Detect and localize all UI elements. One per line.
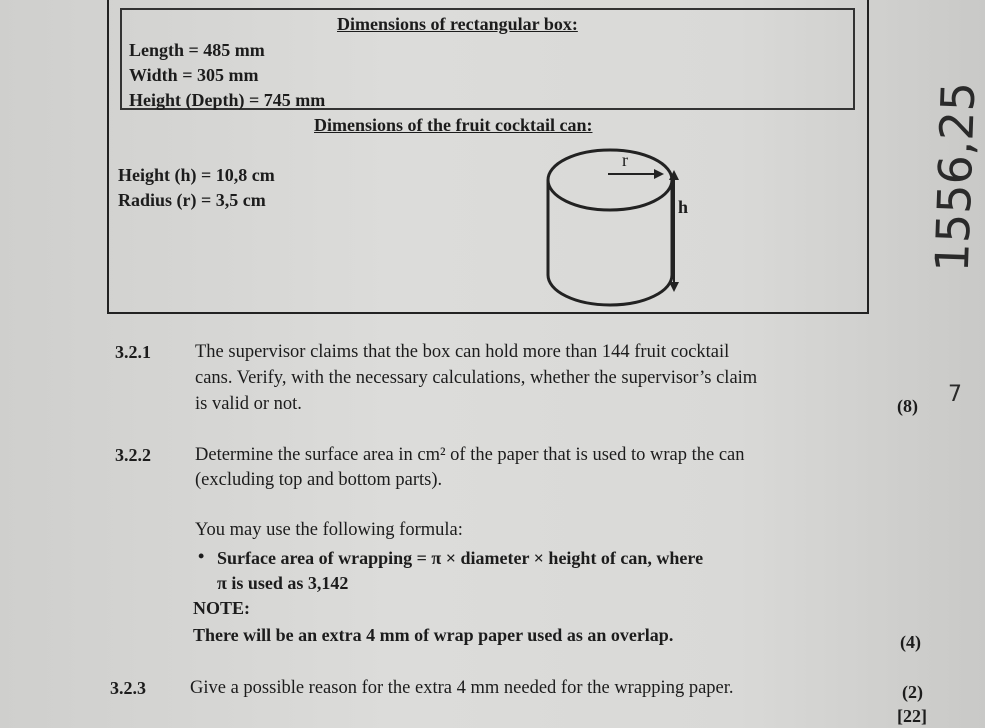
q1-line: The supervisor claims that the box can hold more than 144 fruit cocktail bbox=[195, 342, 730, 362]
can-height: Height (h) = 10,8 cm bbox=[118, 165, 275, 185]
handwritten-answer: 1556,25 bbox=[924, 80, 985, 274]
box-width: Width = 305 mm bbox=[129, 65, 259, 85]
q2-line2: (excluding top and bottom parts). bbox=[195, 470, 443, 490]
box-height: Height (Depth) = 745 mm bbox=[129, 90, 326, 110]
pi-value: π is used as 3,142 bbox=[217, 573, 349, 593]
cylinder-diagram bbox=[540, 140, 700, 315]
radius-label: r bbox=[622, 150, 628, 170]
note-label: NOTE: bbox=[193, 598, 251, 618]
q2-marks: (4) bbox=[900, 632, 921, 652]
can-title: Dimensions of the fruit cocktail can: bbox=[314, 115, 593, 135]
q1-number: 3.2.1 bbox=[115, 342, 151, 362]
q1-line: cans. Verify, with the necessary calculations, whether the supervisor’s claim bbox=[195, 368, 758, 388]
q1-marks: (8) bbox=[897, 396, 918, 416]
q3-text: Give a possible reason for the extra 4 mm needed for the wrapping paper. bbox=[190, 678, 734, 698]
height-label: h bbox=[678, 197, 689, 217]
box-title: Dimensions of rectangular box: bbox=[337, 14, 578, 34]
q2-number: 3.2.2 bbox=[115, 445, 151, 465]
formula-bullet: Surface area of wrapping = π × diameter × height of can, where bbox=[217, 548, 704, 568]
handwritten-mark: 7 bbox=[948, 382, 962, 407]
q1-line: is valid or not. bbox=[195, 394, 302, 414]
q3-marks: (2) bbox=[902, 682, 923, 702]
note-text: There will be an extra 4 mm of wrap paper used as an overlap. bbox=[193, 625, 674, 645]
bullet-icon: • bbox=[198, 546, 205, 566]
can-radius: Radius (r) = 3,5 cm bbox=[118, 190, 266, 210]
formula-intro: You may use the following formula: bbox=[195, 520, 463, 540]
total-marks: [22] bbox=[897, 706, 927, 726]
box-length: Length = 485 mm bbox=[129, 40, 265, 60]
q3-number: 3.2.3 bbox=[110, 678, 146, 698]
q2-line1: Determine the surface area in cm² of the paper that is used to wrap the can bbox=[195, 445, 745, 465]
